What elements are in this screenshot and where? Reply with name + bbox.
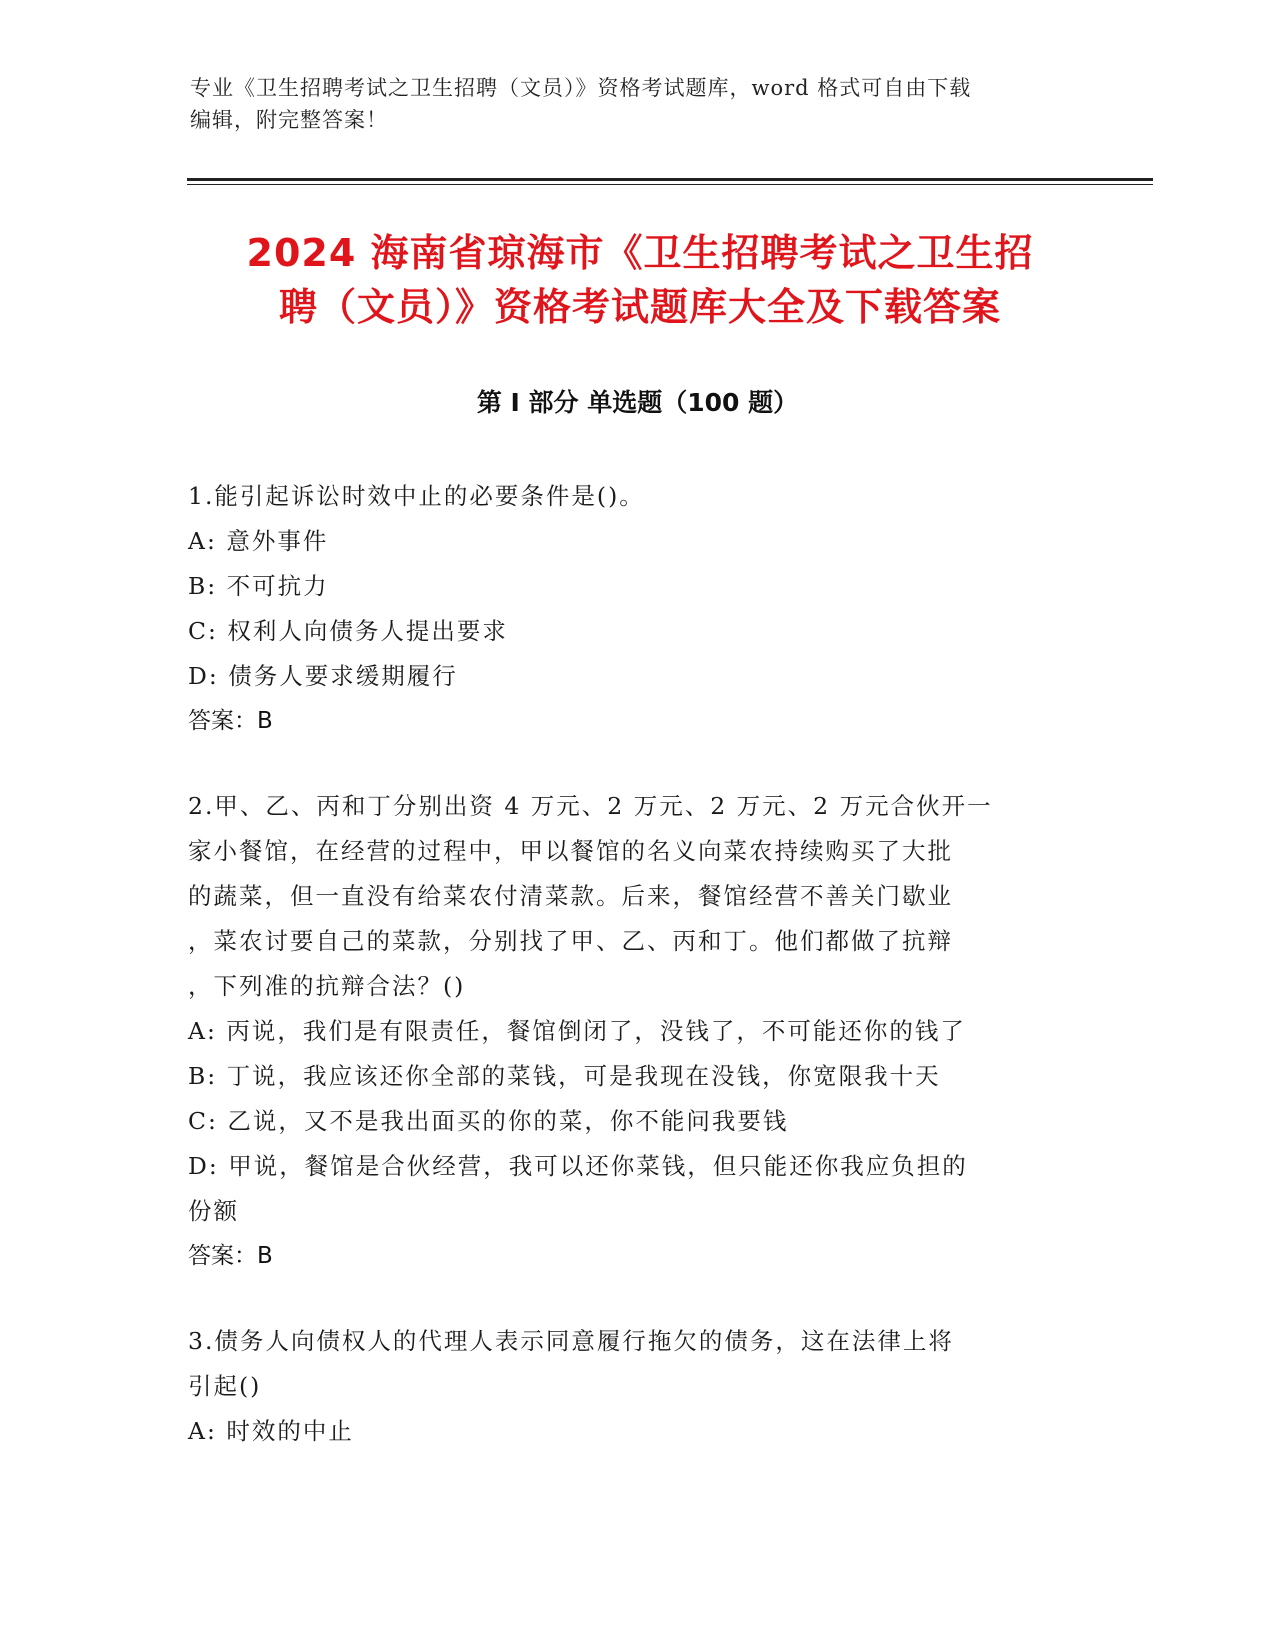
answer: 答案：B <box>188 708 273 734</box>
question-stem-line-2: 引起() <box>188 1372 262 1400</box>
question-list <box>188 474 1068 1494</box>
question-stem-line-2: 家小餐馆，在经营的过程中，甲以餐馆的名义向菜农持续购买了大批 <box>188 837 953 865</box>
option-d: D: 甲说，餐馆是合伙经营，我可以还你菜钱，但只能还你我应负担的 <box>188 1152 968 1180</box>
header-note-line-1: 专业《卫生招聘考试之卫生招聘（文员）》资格考试题库，word 格式可自由下载 <box>190 76 972 100</box>
document-title <box>180 226 1100 334</box>
question-stem-line-1: 2.甲、乙、丙和丁分别出资 4 万元、2 万元、2 万元、2 万元合伙开一 <box>188 792 993 820</box>
question-stem-line-4: ，菜农讨要自己的菜款，分别找了甲、乙、丙和丁。他们都做了抗辩 <box>188 927 953 955</box>
option-c: C: 乙说，又不是我出面买的你的菜，你不能问我要钱 <box>188 1107 789 1135</box>
document-title-line-1: 2024 海南省琼海市《卫生招聘考试之卫生招 <box>246 231 1034 275</box>
question-1 <box>188 474 1068 744</box>
document-title-line-2: 聘（文员）》资格考试题库大全及下载答案 <box>278 285 1001 329</box>
question-stem-line-1: 3.债务人向债权人的代理人表示同意履行拖欠的债务，这在法律上将 <box>188 1327 954 1355</box>
header-note <box>190 72 1090 136</box>
option-b: B: 丁说，我应该还你全部的菜钱，可是我现在没钱，你宽限我十天 <box>188 1062 941 1090</box>
answer: 答案：B <box>188 1243 273 1269</box>
question-2 <box>188 784 1068 1279</box>
option-a: A: 时效的中止 <box>188 1417 354 1445</box>
question-stem-line-3: 的蔬菜，但一直没有给菜农付清菜款。后来，餐馆经营不善关门歇业 <box>188 882 953 910</box>
section-heading: 第 I 部分 单选题（100 题） <box>476 388 799 417</box>
option-a: A: 意外事件 <box>188 527 329 555</box>
option-b: B: 不可抗力 <box>188 572 329 600</box>
question-3 <box>188 1319 1068 1454</box>
question-stem: 1.能引起诉讼时效中止的必要条件是()。 <box>188 482 645 510</box>
option-a: A: 丙说，我们是有限责任，餐馆倒闭了，没钱了，不可能还你的钱了 <box>188 1017 966 1045</box>
option-c: C: 权利人向债务人提出要求 <box>188 617 508 645</box>
header-divider-thick <box>187 178 1153 181</box>
header-note-line-2: 编辑，附完整答案！ <box>190 108 388 132</box>
option-d-continuation: 份额 <box>188 1197 239 1225</box>
option-d: D: 债务人要求缓期履行 <box>188 662 458 690</box>
header-divider-thin <box>187 184 1153 185</box>
question-stem-line-5: ，下列准的抗辩合法？() <box>188 972 466 1000</box>
